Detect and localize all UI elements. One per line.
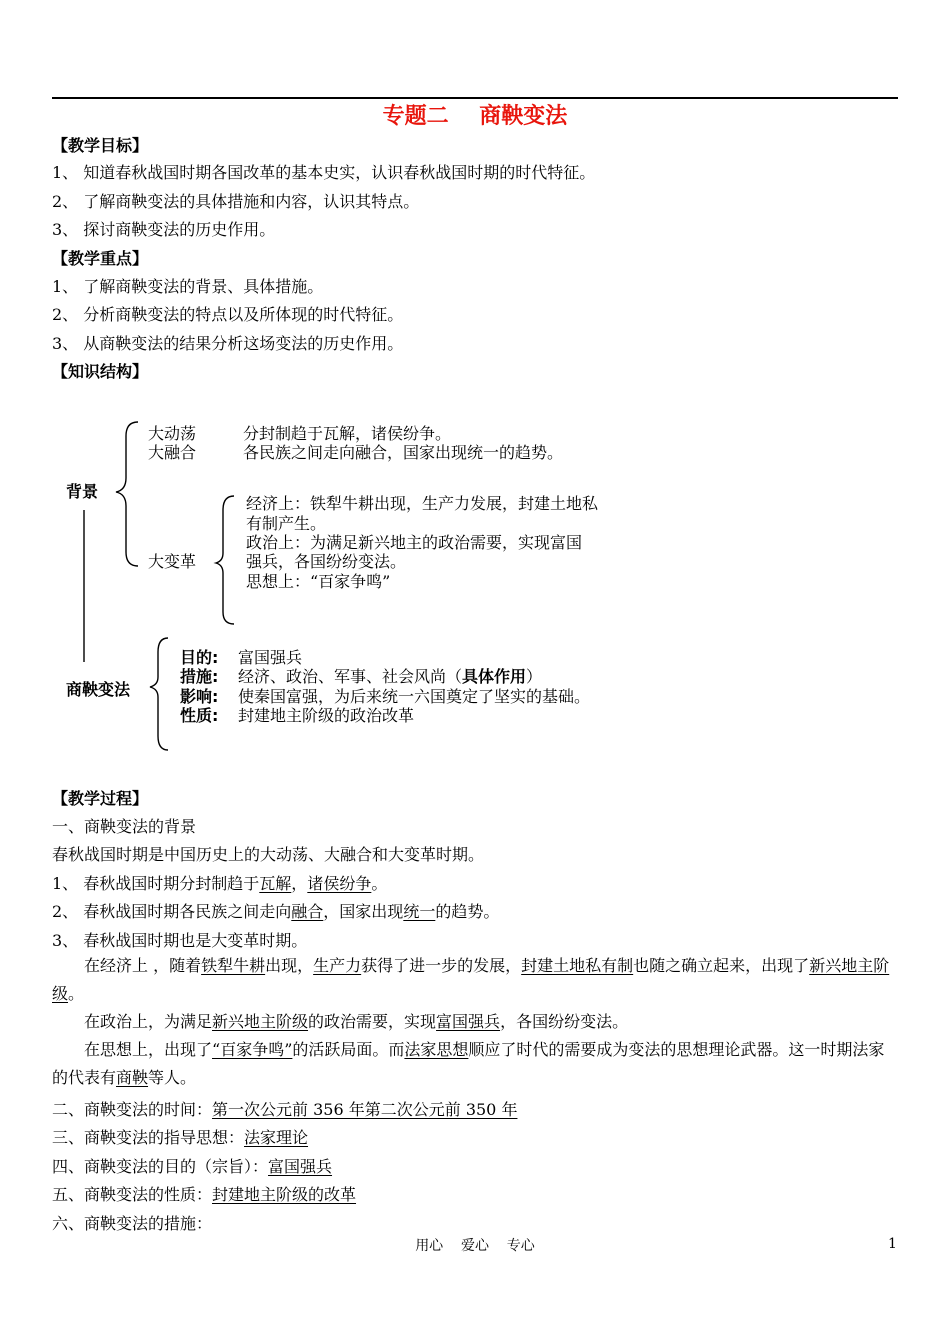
economy-paragraph: 在经济上 ，随着铁犁牛耕出现，生产力获得了进一步的发展，封建土地私有制也随之确立起来，出现了新兴地主阶级。 [52, 956, 890, 1003]
nature-label: 性质: [180, 706, 219, 725]
process-heading: 【教学过程】 [52, 789, 149, 808]
section-time: 二、商鞅变法的时间：第一次公元前 356 年第二次公元前 350 年 [52, 1100, 518, 1119]
measures-label: 措施: [180, 667, 219, 686]
change-line: 思想上：“百家争鸣” [246, 572, 391, 591]
impact-label: 影响: [180, 687, 219, 706]
key-point-item: 3、 从商鞅变法的结果分析这场变法的历史作用。 [52, 334, 404, 353]
background-brace [116, 422, 138, 566]
impact-text: 使秦国富强，为后来统一六国奠定了坚实的基础。 [238, 687, 591, 706]
key-point-item: 2、 分析商鞅变法的特点以及所体现的时代特征。 [52, 305, 404, 324]
turmoil-text: 分封制趋于瓦解，诸侯纷争。 [243, 424, 452, 443]
change-line: 有制产生。 [246, 514, 327, 533]
footer-text: 用心 爱心 专心 [415, 1238, 535, 1254]
politics-paragraph: 在政治上，为满足新兴地主阶级的政治需要，实现富国强兵，各国纷纷变法。 [84, 1012, 629, 1031]
objective-item: 1、 知道春秋战国时期各国改革的基本史实，认识春秋战国时期的时代特征。 [52, 163, 596, 182]
purpose-label: 目的: [180, 648, 219, 667]
reform-label: 商鞅变法 [66, 680, 131, 699]
objectives-heading: 【教学目标】 [52, 136, 149, 155]
nature-text: 封建地主阶级的政治改革 [238, 706, 415, 725]
purpose-text: 富国强兵 [238, 648, 303, 667]
key-point-item: 1、 了解商鞅变法的背景、具体措施。 [52, 277, 324, 296]
section-heading: 一、商鞅变法的背景 [52, 817, 197, 836]
page-number: 1 [888, 1236, 897, 1252]
change-line: 经济上：铁犁牛耕出现，生产力发展，封建土地私 [246, 494, 599, 513]
key-points-heading: 【教学重点】 [52, 249, 149, 268]
point-3: 3、 春秋战国时期也是大变革时期。 [52, 931, 308, 950]
point-2: 2、 春秋战国时期各民族之间走向融合，国家出现统一的趋势。 [52, 902, 500, 921]
change-line: 政治上：为满足新兴地主的政治需要，实现富国 [246, 533, 583, 552]
background-label: 背景 [66, 482, 99, 501]
intro-text: 春秋战国时期是中国历史上的大动荡、大融合和大变革时期。 [52, 845, 485, 864]
change-label: 大变革 [148, 552, 197, 571]
objective-item: 2、 了解商鞅变法的具体措施和内容，认识其特点。 [52, 192, 420, 211]
fusion-text: 各民族之间走向融合，国家出现统一的趋势。 [243, 443, 564, 462]
section-purpose: 四、商鞅变法的目的（宗旨）：富国强兵 [52, 1157, 333, 1176]
measures-text: 经济、政治、军事、社会风尚（具体作用） [238, 667, 543, 686]
change-line: 强兵，各国纷纷变法。 [246, 552, 407, 571]
section-nature: 五、商鞅变法的性质：封建地主阶级的改革 [52, 1185, 357, 1204]
reform-brace [150, 638, 168, 750]
page-title: 专题二 商鞅变法 [382, 104, 568, 129]
fusion-label: 大融合 [148, 443, 197, 462]
section-measures: 六、商鞅变法的措施： [52, 1214, 213, 1233]
thought-paragraph: 在思想上，出现了“百家争鸣”的活跃局面。而法家思想顺应了时代的需要成为变法的思想理论武器。这一时期法家的代表有商鞅等人。 [52, 1040, 885, 1087]
objective-item: 3、 探讨商鞅变法的历史作用。 [52, 220, 276, 239]
point-1: 1、 春秋战国时期分封制趋于瓦解，诸侯纷争。 [52, 874, 388, 893]
change-brace [216, 496, 234, 624]
structure-heading: 【知识结构】 [52, 362, 149, 381]
turmoil-label: 大动荡 [148, 424, 197, 443]
section-guiding-thought: 三、商鞅变法的指导思想：法家理论 [52, 1128, 309, 1147]
